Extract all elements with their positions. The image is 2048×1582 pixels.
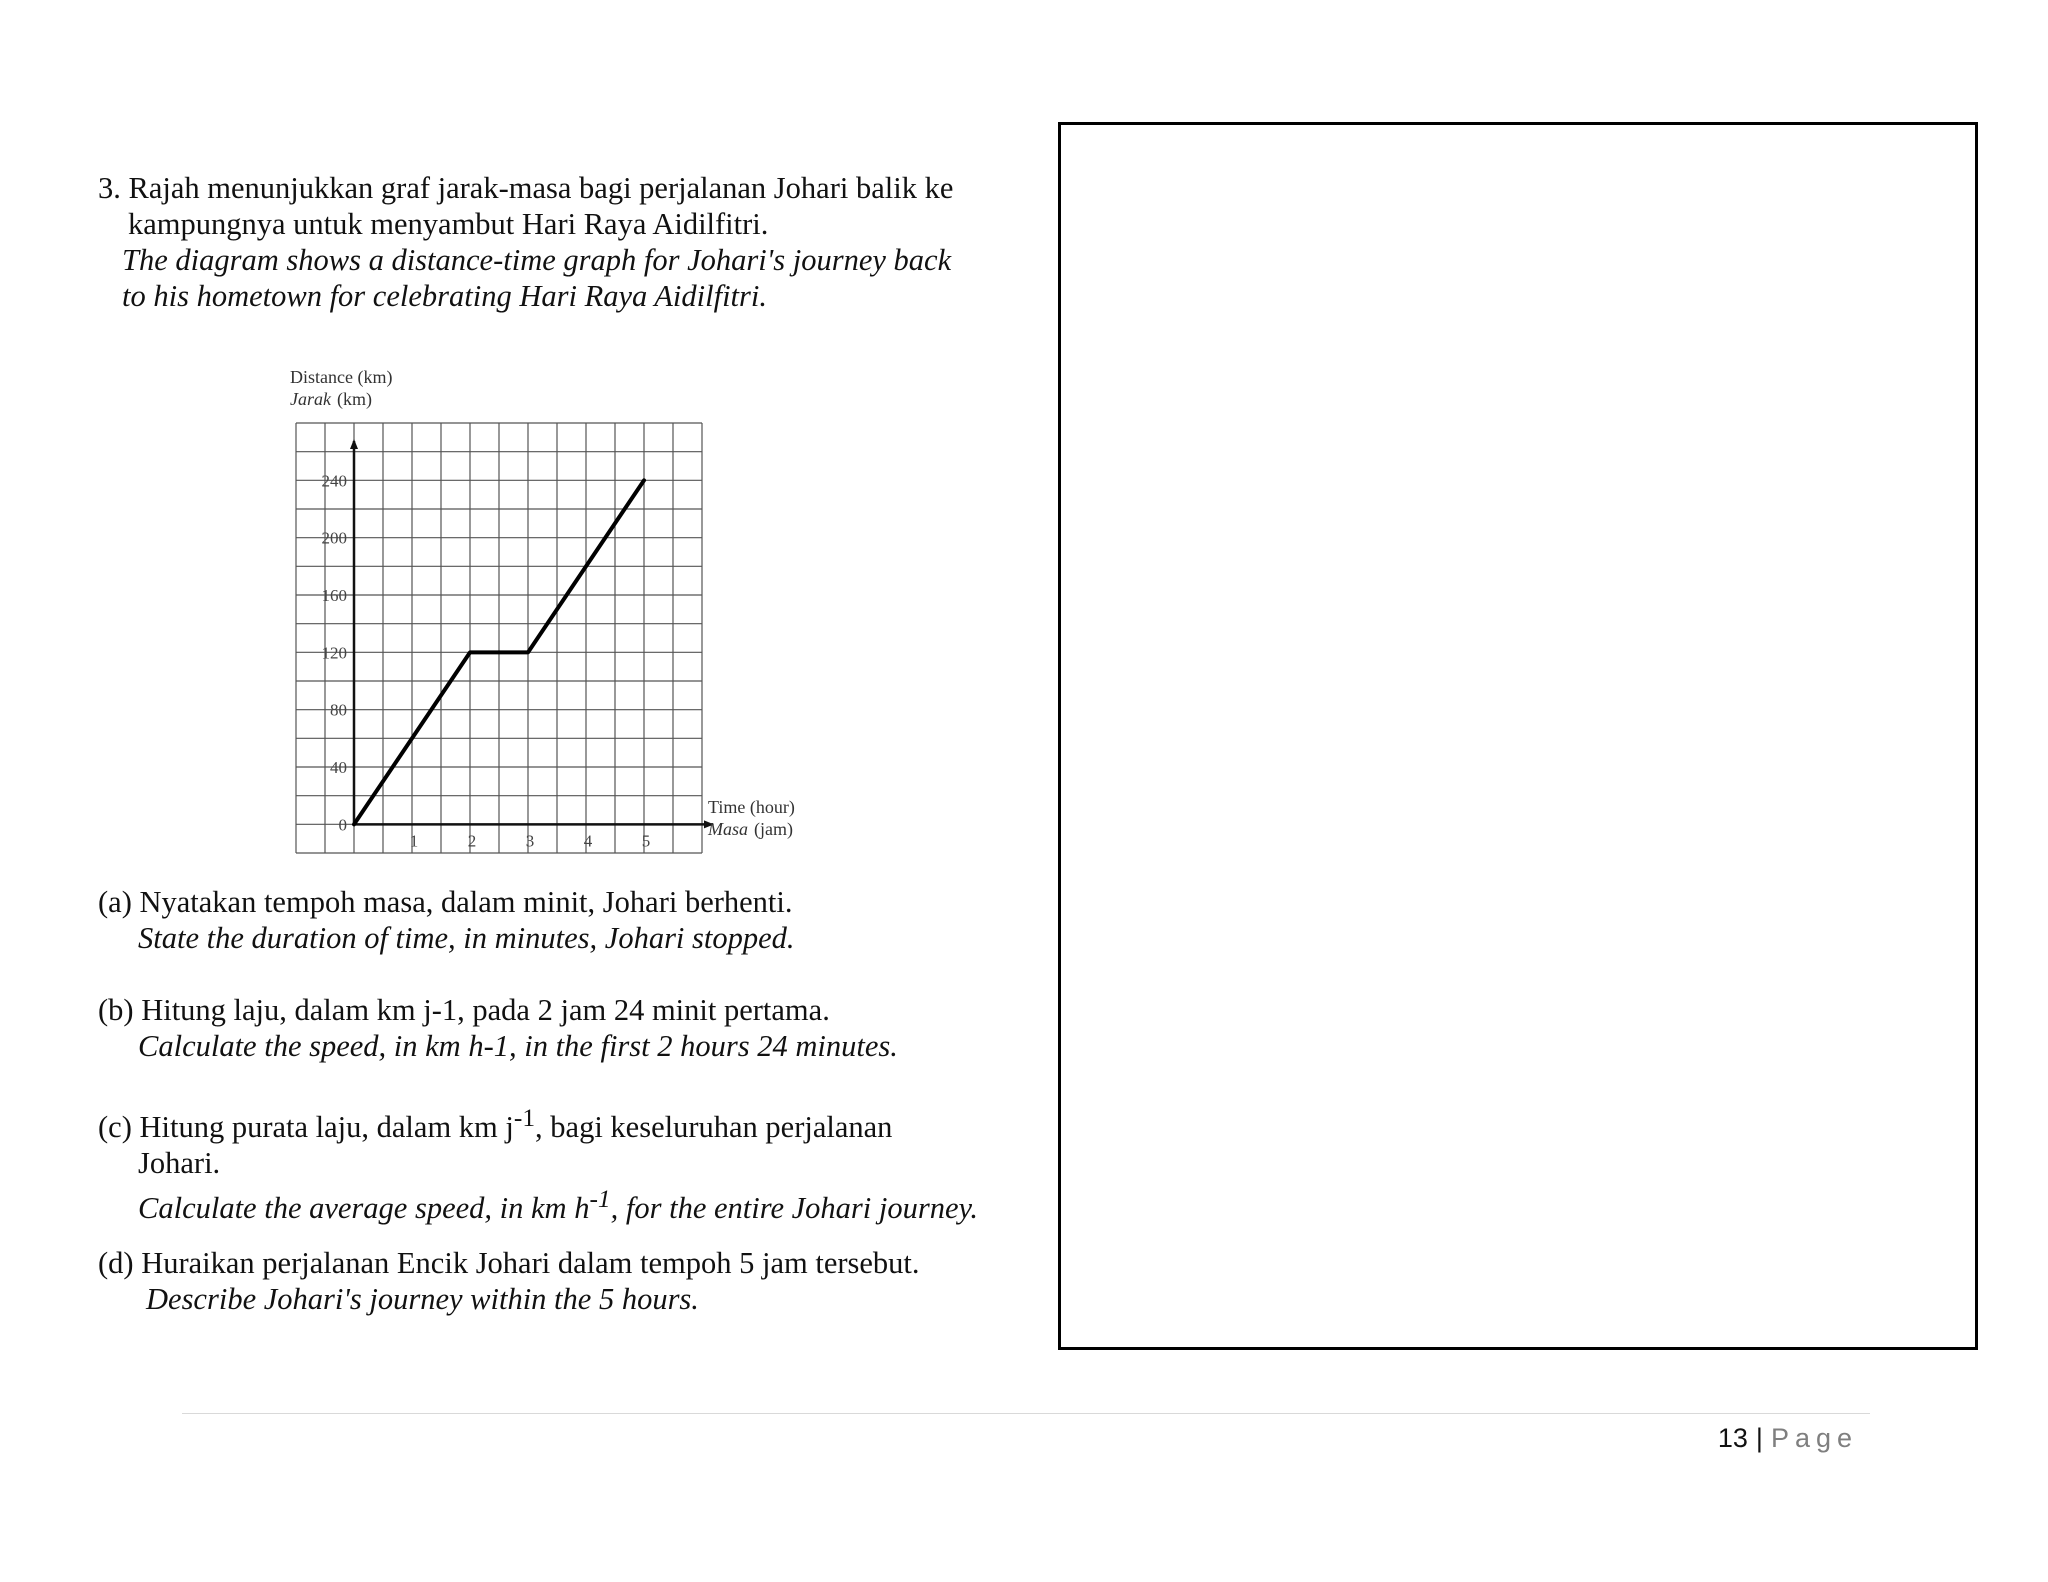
part-a-english: State the duration of time, in minutes, Johari stopped. [138, 921, 795, 955]
stem-english-line-2: to his hometown for celebrating Hari Raya Aidilfitri. [122, 279, 767, 313]
part-c-malay-continued: Johari. [138, 1146, 221, 1181]
y-axis-label-malay-word: Jarak [290, 389, 331, 409]
distance-time-chart [280, 365, 840, 865]
chart-svg [280, 365, 840, 865]
y-tick-label: 40 [330, 758, 347, 777]
answer-box[interactable] [1058, 122, 1978, 1350]
question-stem [98, 170, 998, 314]
y-tick-label: 240 [321, 471, 347, 491]
x-axis-label: Time (hour) [708, 797, 795, 817]
y-tick-label: 120 [321, 643, 347, 663]
x-tick-label: 5 [641, 831, 651, 851]
part-d-english: Describe Johari's journey within the 5 hours. [146, 1282, 699, 1316]
part-c-malay [98, 1100, 1018, 1145]
footer-divider [182, 1413, 1870, 1414]
part-c-english [98, 1181, 1018, 1226]
y-tick-label: 0 [338, 815, 347, 835]
part-b [98, 992, 1018, 1064]
stem-english-line-1: The diagram shows a distance-time graph for Johari's journey back [122, 243, 952, 277]
part-b-malay: (b) Hitung laju, dalam km j-1, pada 2 jam 24 minit pertama. [98, 993, 830, 1027]
x-axis-label-malay-word: Masa [708, 819, 748, 839]
x-tick-label: 1 [409, 831, 419, 851]
x-tick-label: 2 [467, 831, 477, 851]
part-d-malay: (d) Huraikan perjalanan Encik Johari dalam tempoh 5 jam tersebut. [98, 1246, 920, 1280]
x-tick-label: 4 [583, 831, 593, 851]
part-c-english-pre: Calculate the average speed, in km h [138, 1191, 590, 1226]
part-c [98, 1100, 1018, 1226]
y-axis-label-malay [290, 389, 372, 410]
y-axis-label: Distance (km) [290, 367, 393, 387]
part-c-english-superscript: -1 [589, 1185, 611, 1214]
x-axis-label-malay-unit: (jam) [754, 819, 793, 839]
part-c-malay-post: , bagi keseluruhan perjalanan [535, 1110, 893, 1145]
y-tick-label: 80 [330, 700, 347, 720]
x-axis-label-malay [707, 819, 793, 840]
stem-malay-line-2: kampungnya untuk menyambut Hari Raya Aidilfitri. [128, 207, 769, 241]
part-b-english: Calculate the speed, in km h-1, in the first 2 hours 24 minutes. [138, 1029, 898, 1063]
page-number-footer [1718, 1418, 1858, 1458]
part-c-malay-pre: (c) Hitung purata laju, dalam km j [98, 1110, 514, 1145]
part-c-english-post: , for the entire Johari journey. [610, 1191, 978, 1226]
part-c-malay-superscript: -1 [513, 1104, 536, 1132]
part-a [98, 884, 1018, 956]
page-number: 13 [1717, 1423, 1748, 1453]
page-separator: | [1755, 1423, 1763, 1453]
y-tick-label: 200 [321, 528, 347, 548]
x-tick-label: 3 [525, 831, 535, 851]
y-axis-label-malay-unit: (km) [336, 389, 372, 409]
y-tick-label: 160 [321, 586, 347, 605]
stem-malay-line-1: 3. Rajah menunjukkan graf jarak-masa bagi perjalanan Johari balik ke [98, 171, 954, 205]
chart-tick-labels [322, 471, 651, 850]
part-a-malay: (a) Nyatakan tempoh masa, dalam minit, Johari berhenti. [98, 885, 793, 919]
page-label: Page [1770, 1423, 1858, 1453]
part-d [98, 1245, 1018, 1317]
